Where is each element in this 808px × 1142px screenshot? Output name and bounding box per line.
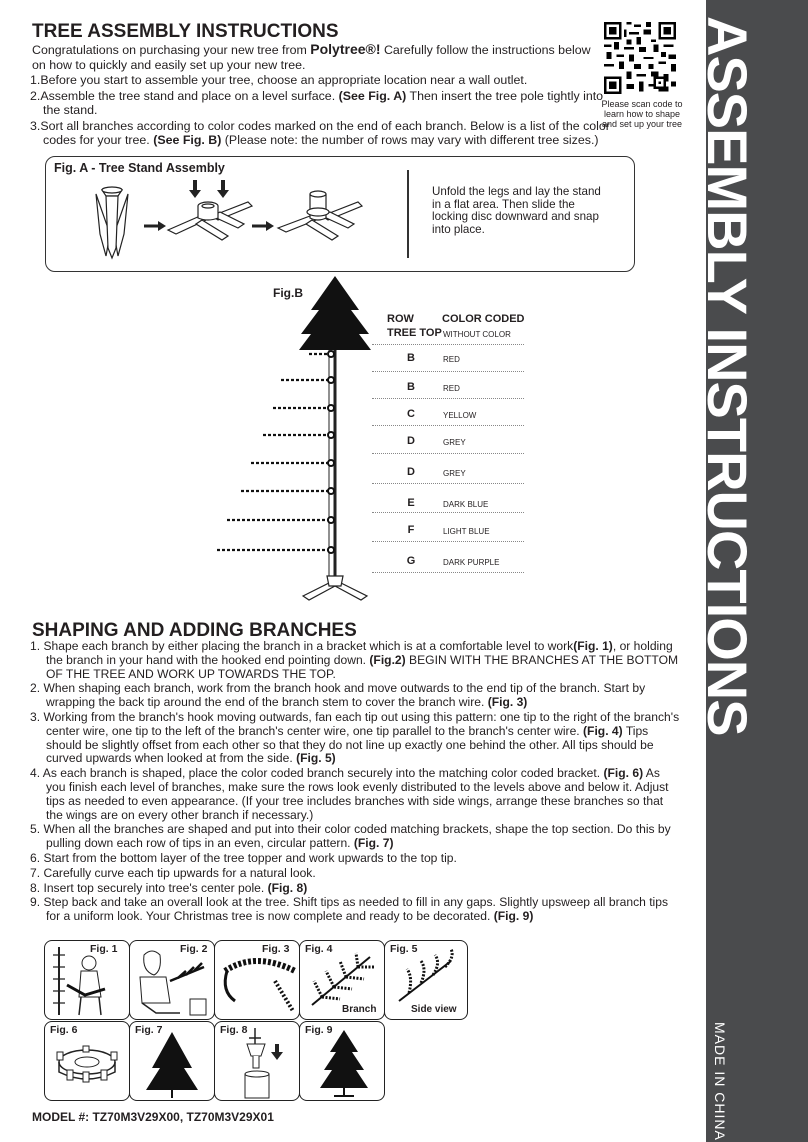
fig-b-header-row: ROW bbox=[387, 313, 414, 325]
shaping-step: 7. Carefully curve each tip upwards for a natural look. bbox=[30, 865, 316, 880]
qr-code[interactable] bbox=[604, 22, 676, 94]
stand-assembly-illustration bbox=[88, 172, 398, 264]
shaping-step: 5. When all the branches are shaped and put into their color coded matching brackets, shape the top section. Do this by pulling down each row of tips in an even, circular pattern. (Fig. 7) bbox=[30, 822, 671, 851]
intro-text: Congratulations on purchasing your new tree from Polytree®! Carefully follow the instructions below on how to quickly and easily set up your new tree. bbox=[32, 41, 591, 72]
row-color: YELLOW bbox=[443, 411, 477, 420]
fig-6-label: Fig. 6 bbox=[50, 1024, 78, 1036]
row-color: RED bbox=[443, 355, 460, 364]
row-divider bbox=[372, 371, 524, 372]
fig-8-label: Fig. 8 bbox=[220, 1024, 248, 1036]
shaping-step: 2. When shaping each branch, work from the branch hook and move outwards to the end tip of the branch. Start by wrapping the back tip around the end of the branch stem to cover the branch wire. (Fig. 3) bbox=[30, 681, 646, 710]
setup-steps bbox=[30, 73, 610, 149]
row-color: DARK PURPLE bbox=[443, 558, 500, 567]
page-title: TREE ASSEMBLY INSTRUCTIONS bbox=[32, 21, 339, 42]
fig-b-label: Fig.B bbox=[273, 286, 303, 300]
row-color: GREY bbox=[443, 438, 466, 447]
setup-step: 2.Assemble the tree stand and place on a level surface. (See Fig. A) Then insert the tree pole tightly into the stand. bbox=[30, 88, 604, 117]
fig-b-top-color: WITHOUT COLOR bbox=[443, 330, 511, 339]
shaping-step: 4. As each branch is shaped, place the color coded branch securely into the matching color coded bracket. (Fig. 6) As you finish each level of branches, make sure the rows look evenly distributed to the levels above and below it. Adjust tips as needed to even appearance. (If your tree includes branches with side wings, arrange these branches so that the wings are on every other branch if necessary.) bbox=[30, 766, 669, 822]
setup-step: 1.Before you start to assemble your tree, choose an appropriate location near a wall outlet. bbox=[30, 73, 528, 87]
fig-9-label: Fig. 9 bbox=[305, 1024, 333, 1036]
fig-4-caption: Branch bbox=[342, 1004, 377, 1015]
shaping-step: 9. Step back and take an overall look at the tree. Shift tips as needed to fill in any gaps. Slightly upsweep all branch tips for a uniform look. Your Christmas tree is now complete and ready to be decorated. (Fig. 9) bbox=[30, 895, 669, 924]
fig-3-label: Fig. 3 bbox=[262, 943, 290, 955]
made-in-label: MADE IN CHINA bbox=[712, 1022, 728, 1141]
row-divider bbox=[372, 398, 524, 399]
fig-4-label: Fig. 4 bbox=[305, 943, 333, 955]
fig-b-header-color: COLOR CODED bbox=[442, 313, 525, 325]
row-code: D bbox=[407, 466, 415, 478]
shaping-step: 1. Shape each branch by either placing the branch in a bracket which is at a comfortable level to work(Fig. 1), or holding the branch in your hand with the hooked end pointing down. (Fig.2) BEGIN WITH THE BRANCHES AT THE BOTTOM OF THE TREE AND WORK UP TOWARDS THE TOP. bbox=[30, 639, 679, 681]
row-code: B bbox=[407, 381, 415, 393]
shaping-step: 8. Insert top securely into tree's center pole. (Fig. 8) bbox=[30, 880, 308, 895]
model-number: MODEL #: TZ70M3V29X00, TZ70M3V29X01 bbox=[32, 1110, 274, 1124]
fig-5-label: Fig. 5 bbox=[390, 943, 418, 955]
fig-2-label: Fig. 2 bbox=[180, 943, 208, 955]
setup-step: 3.Sort all branches according to color codes marked on the end of each branch. Below is a list of the color codes for your tree. (See Fig. B) (Please note: the number of rows may vary with different tree sizes.) bbox=[30, 118, 610, 147]
row-color: DARK BLUE bbox=[443, 500, 489, 509]
sidebar-title: ASSEMBLY INSTRUCTIONS bbox=[696, 16, 759, 736]
brand-name: Polytree®! bbox=[310, 41, 381, 57]
row-divider bbox=[372, 572, 524, 573]
fig-a-text: Unfold the legs and lay the stand in a flat area. Then slide the locking disc downward and snap into place. bbox=[432, 185, 601, 236]
shaping-step: 3. Working from the branch's hook moving outwards, fan each tip out using this pattern: one tip to the right of the branch's center wire, one tip to the left of the branch's center wire, one tip parallel to the branch's center wire. (Fig. 4) Tips should be slightly offset from each other so that they do not line up exactly one behind the other. All tips should be curved upwards when looked at from the side. (Fig. 5) bbox=[30, 709, 680, 766]
row-code: E bbox=[407, 497, 415, 509]
row-divider bbox=[372, 425, 524, 426]
row-code: G bbox=[406, 555, 416, 567]
row-code: C bbox=[407, 408, 415, 420]
row-color: LIGHT BLUE bbox=[443, 527, 490, 536]
fig-5-caption: Side view bbox=[411, 1004, 457, 1015]
fig-b-top-row: TREE TOP bbox=[387, 327, 442, 339]
row-divider bbox=[372, 483, 524, 484]
fig-1-label: Fig. 1 bbox=[90, 943, 118, 955]
branch-tree-diagram bbox=[215, 270, 375, 620]
section-title: SHAPING AND ADDING BRANCHES bbox=[32, 620, 357, 641]
shaping-step: 6. Start from the bottom layer of the tree topper and work upwards to the top tip. bbox=[30, 850, 457, 865]
row-code: B bbox=[407, 352, 415, 364]
shaping-steps bbox=[30, 640, 680, 925]
row-divider bbox=[372, 453, 524, 454]
fig-a-divider bbox=[407, 170, 409, 258]
row-code: D bbox=[407, 435, 415, 447]
fig-a-title: Fig. A - Tree Stand Assembly bbox=[54, 161, 225, 175]
row-code: F bbox=[407, 524, 415, 536]
row-divider bbox=[372, 541, 524, 542]
fig-7-label: Fig. 7 bbox=[135, 1024, 163, 1036]
row-color: GREY bbox=[443, 469, 466, 478]
row-divider bbox=[372, 512, 524, 513]
row-color: RED bbox=[443, 384, 460, 393]
row-divider bbox=[372, 344, 524, 345]
qr-caption: Please scan code to learn how to shape and set up your tree bbox=[601, 99, 683, 129]
